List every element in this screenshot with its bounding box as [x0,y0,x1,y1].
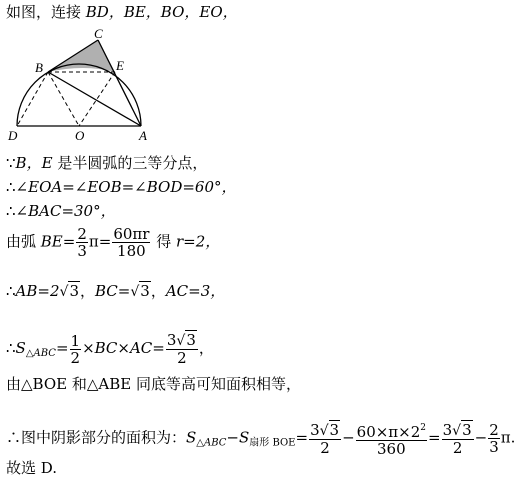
because-symbol: ∵ [6,154,16,172]
coefficient: 3 [310,420,320,439]
geometry-figure [4,28,174,143]
radicand: 3 [69,282,79,300]
pi-eq: π= [88,232,112,251]
ac-value: AC=3， [165,282,226,300]
sqrt-3: √3 [59,282,79,300]
equals: = [428,428,441,447]
step-9 [6,458,57,478]
therefore-symbol: ∴ [6,178,16,196]
denominator: 2 [177,349,187,367]
step-7-text: 由△BOE 和△ABE 同底等高可知面积相等， [6,375,301,393]
minus: − [342,428,355,447]
numerator-expr: 60×π×2 [356,423,421,441]
points-BE: B，E [15,154,53,172]
equals: = [295,428,309,447]
dashed-BO [48,72,79,126]
sqrt-3: √3 [130,282,150,300]
step-2-expr: ∠EOA=∠EOB=∠BOD=60°， [15,178,237,196]
denominator: 2 [70,348,81,367]
area-S: S [186,428,197,447]
sector-subscript: 扇形 BOE [249,437,296,449]
denominator: 3 [489,438,499,456]
fraction-sector-area [356,420,427,457]
denominator: 180 [117,242,146,260]
denominator: 360 [377,440,406,458]
separator: ， [198,339,214,357]
numerator: 3√3 [310,420,340,439]
step-6-mid: ×BC×AC= [82,339,165,357]
step-3 [6,201,116,221]
radicand: 3 [186,331,196,349]
denominator: 3 [77,242,87,260]
therefore-symbol: ∴ [6,282,16,300]
intro-line [6,2,238,22]
step-4-pre: 由弧 [6,232,41,251]
numerator: 3√3 [166,331,196,349]
step-8-pre: ∴图中阴影部分的面积为： [6,428,187,447]
numerator: 2 [77,225,87,243]
intro-segments: BD，BE，BO，EO， [85,3,238,21]
numerator: 60πr [113,225,150,243]
separator: ， [79,282,95,300]
fraction-3sqrt3-2 [166,332,198,366]
coefficient: 3 [442,420,453,439]
dashed-EO [79,72,115,126]
exponent: 2 [420,423,427,433]
ab-value: AB=2 [15,282,60,300]
separator: ， [150,282,166,300]
label-E: E [116,58,124,73]
therefore-symbol: ∴ [6,339,16,357]
label-B: B [35,60,43,75]
radicand: 3 [462,420,472,439]
label-D: D [8,128,18,143]
numerator: 3√3 [442,420,472,439]
label-C: C [94,28,103,41]
denominator: 2 [452,438,463,457]
step-1 [6,153,207,173]
bc-label: BC= [95,282,131,300]
area-subscript: △ABC [25,348,56,359]
fraction-3sqrt3-2 [309,422,341,456]
step-3-expr: ∠BAC=30°， [15,202,116,220]
therefore-symbol: ∴ [6,202,16,220]
step-7 [6,374,301,394]
dashed-BD [17,72,48,126]
step-8 [6,420,515,457]
denominator: 2 [320,438,330,457]
step-2 [6,177,237,197]
numerator: 1 [70,331,81,350]
step-6 [6,332,214,366]
area-S: S [15,339,26,357]
fraction-3sqrt3-2 [442,422,474,456]
intro-text: 如图，连接 [6,3,86,21]
step-5 [6,281,225,302]
radius-result: r=2， [175,232,221,251]
numerator [356,420,427,441]
fraction-2-3 [76,226,88,259]
step-1-text: 是半圆弧的三等分点， [57,154,208,172]
label-O: O [75,128,85,143]
coefficient: 3 [166,331,177,349]
step-4-post: 得 [151,232,176,251]
fraction-2-3 [488,422,500,455]
fraction-arc-length [112,226,150,259]
minus-S: −S [226,428,250,447]
pi-end: π. [500,428,516,447]
radicand: 3 [140,282,150,300]
equals: = [55,339,69,357]
area-subscript: △ABC [196,437,227,449]
numerator: 2 [489,421,499,439]
arc-BE: BE= [40,232,76,251]
step-4 [6,226,220,259]
minus: − [474,428,488,447]
radicand: 3 [329,420,340,439]
fraction-1-2 [70,333,82,366]
label-A: A [139,128,147,143]
answer-text: 故选 D. [6,459,58,477]
